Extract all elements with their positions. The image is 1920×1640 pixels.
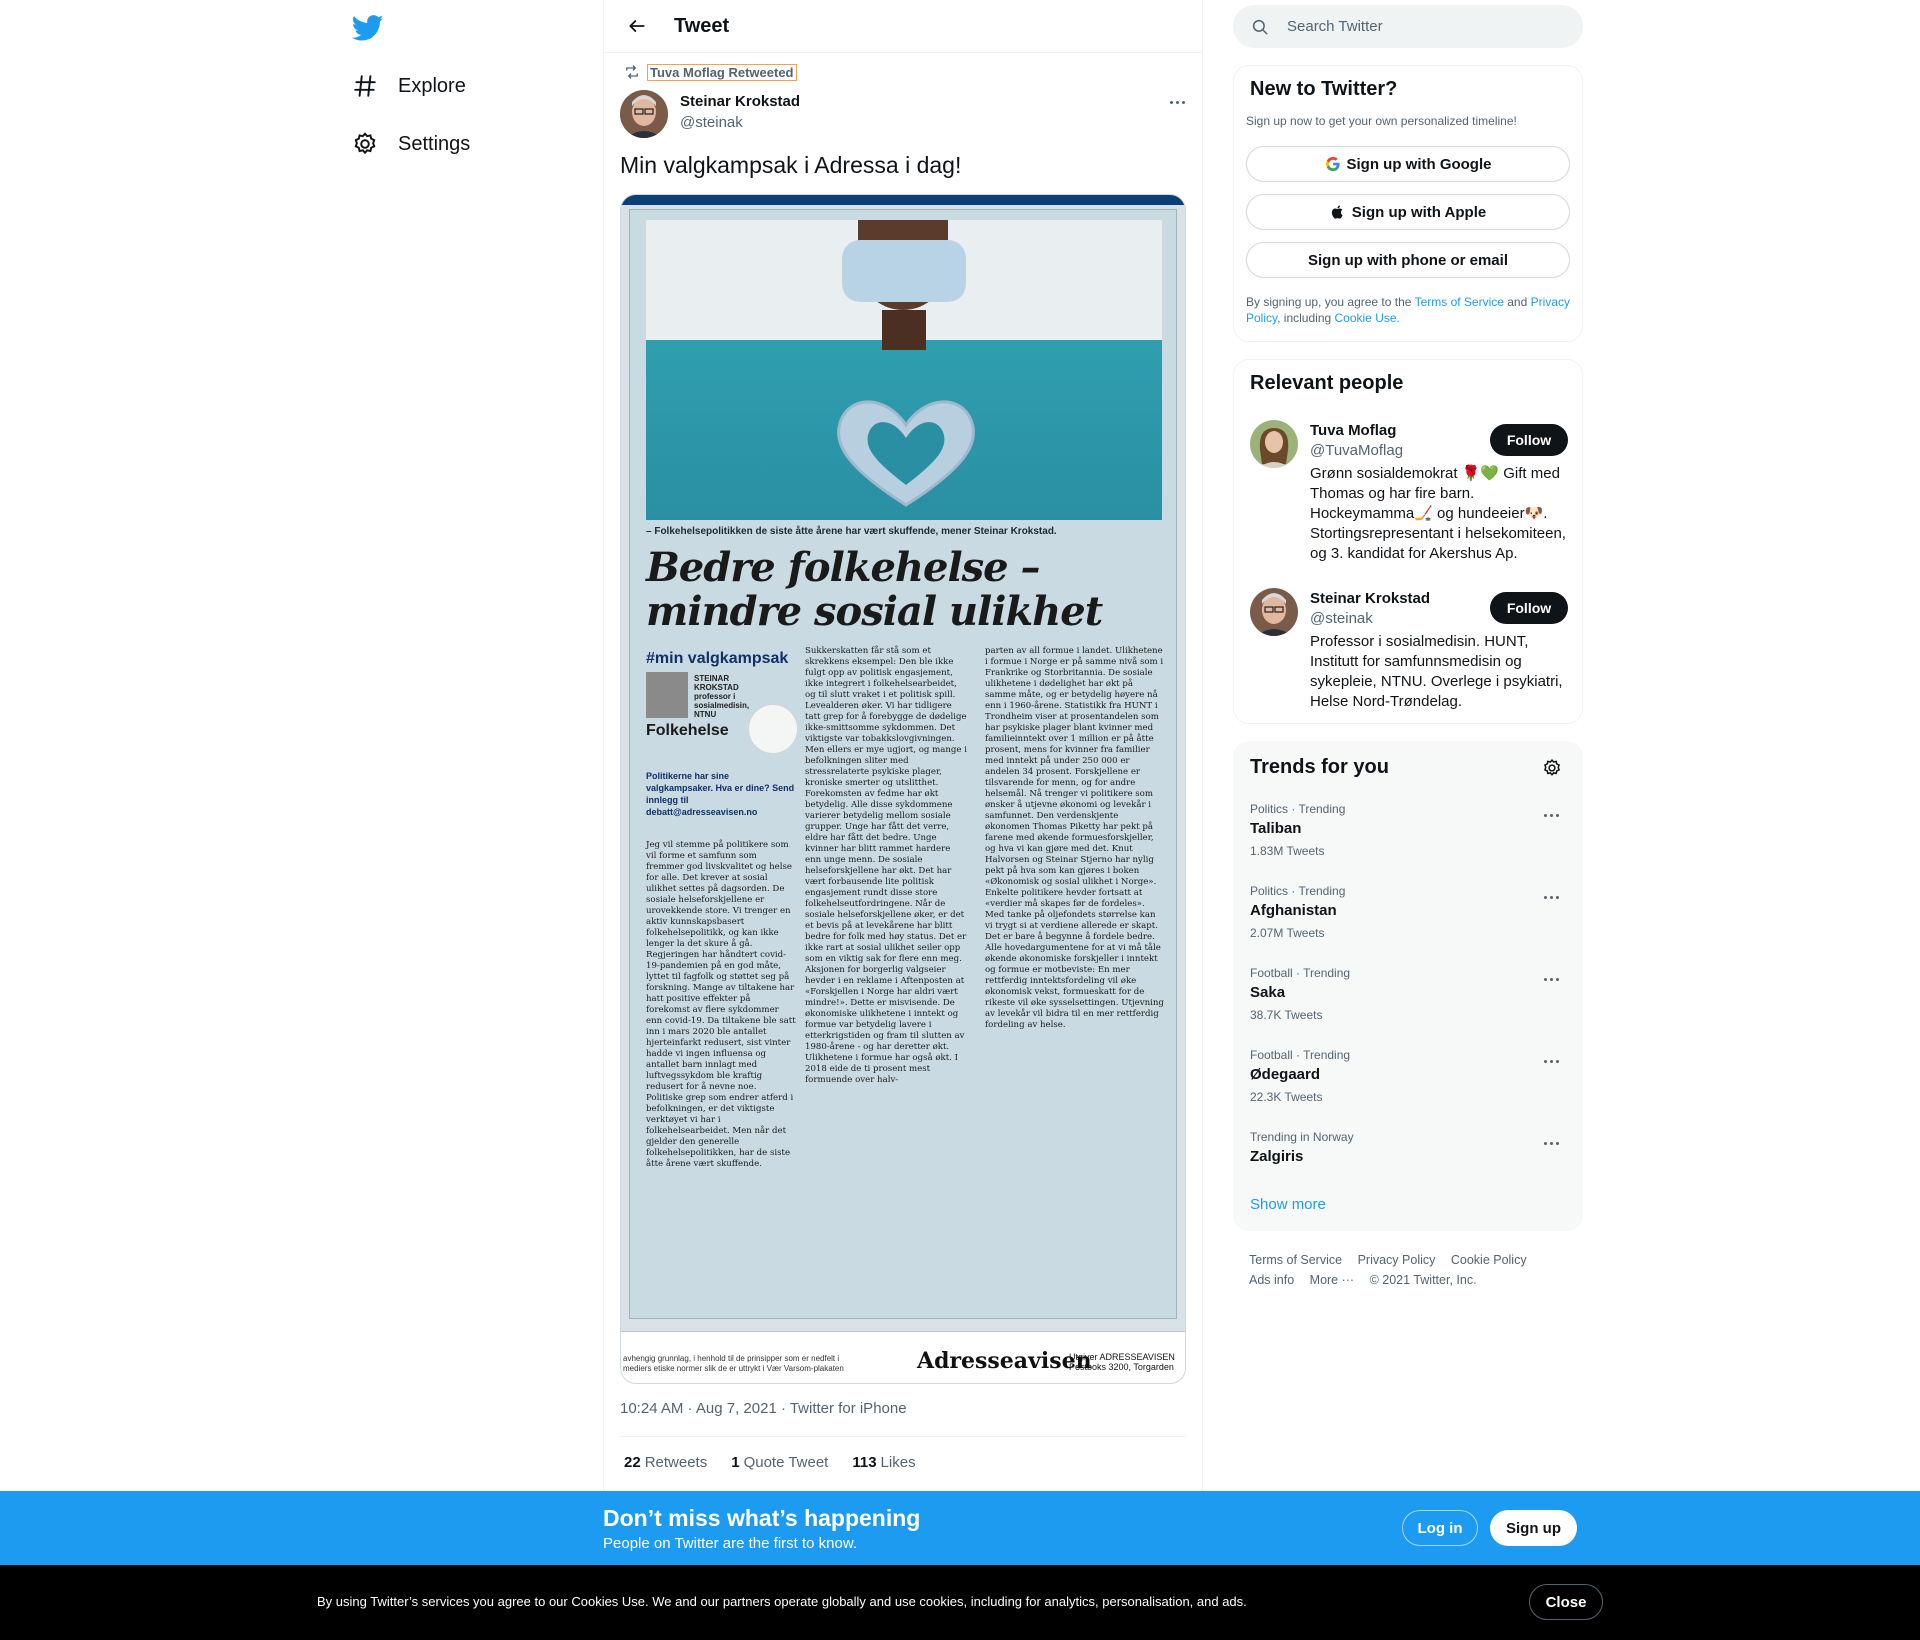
arrow-left-icon: [627, 16, 647, 36]
footer-ads-link[interactable]: Ads info: [1249, 1273, 1295, 1287]
trend-more-icon[interactable]: [1538, 970, 1564, 988]
trend-item[interactable]: [1250, 1048, 1566, 1126]
section-label: Folkehelse: [646, 722, 729, 739]
trend-count: 1.83M Tweets: [1250, 844, 1325, 858]
trend-count: 22.3K Tweets: [1250, 1090, 1323, 1104]
tweet-text: Min valgkampsak i Adressa i dag!: [620, 152, 962, 178]
footer-terms-link[interactable]: Terms of Service: [1249, 1253, 1343, 1267]
article-column-1: Jeg vil stemme på politikere som vil forme et samfunn som fremmer god livskvalitet og helse for alle. Det krever at sosial ulikhet settes på dagsorden. De sosiale helseforskjellene er urovekkende store. Vi trenger en aktiv kunnskapsbasert folkehelsepolitikk, og kan ikke lenger la det skure å gå. Regjeringen har håndtert covid-19-pandemien på en god måte, lyttet til fagfolk og støttet seg på forskning. Mange av tiltakene har hatt positive effekter på forekomst av flere sykdommer enn covid-19. Da tiltakene ble satt inn i mars 2020 ble antallet hjerteinfarkt redusert, sist vinter hadde vi ingen influensa og antallet barn innlagt med luftvegssykdom ble kraftig redusert for å nevne noe. Politiske grep som endrer atferd i befolkningen, er det viktigste verktøyet vi har i folkehelsearbeidet. Men når det gjelder den generelle folkehelsepolitikken, har de siste åtte årene vært skuffende.: [646, 840, 796, 1169]
tweet-column: [603, 0, 1203, 1500]
trends-title: Trends for you: [1250, 756, 1389, 778]
person-handle[interactable]: @TuvaMoflag: [1310, 442, 1404, 459]
gear-icon: [352, 131, 378, 157]
trend-more-icon[interactable]: [1538, 1052, 1564, 1070]
new-to-twitter-title: New to Twitter?: [1250, 78, 1398, 100]
article-cta: Politikerne har sine valgkampsaker. Hva er dine? Send innlegg til debatt@adresseavisen.no: [646, 771, 795, 817]
banner-subtitle: People on Twitter are the first to know.: [603, 1535, 858, 1552]
newspaper-footer: [621, 1331, 1185, 1383]
twitter-logo-icon[interactable]: [352, 12, 384, 44]
footer-more-link[interactable]: More ···: [1309, 1273, 1355, 1287]
person-bio: Grønn sosialdemokrat 🌹💚 Gift med Thomas og har fire barn. Hockeymamma🏒 og hundeeier🐶. Stortingsrepresentant i helsekomiteen, og 3. kandidat for Akershus Ap.: [1310, 465, 1566, 562]
trend-more-icon[interactable]: [1538, 806, 1564, 824]
footer-links: [1249, 1250, 1579, 1290]
trend-meta: Football · Trending: [1250, 1048, 1351, 1062]
article-headline: Bedre folkehelse – mindre sosial ulikhet: [646, 544, 1103, 635]
person-bio: Professor i sosialmedisin. HUNT, Institutt for samfunnsmedisin og sykepleie, NTNU. Overlege i psykiatri, Helse Nord-Trøndelag.: [1310, 633, 1563, 710]
trend-name: Taliban: [1250, 820, 1302, 837]
cookie-text: By using Twitter’s services you agree to our Cookies Use. We and our partners operate globally and use cookies, including for analytics, personalisation, and ads.: [317, 1594, 1247, 1609]
trend-count: 2.07M Tweets: [1250, 926, 1325, 940]
follow-button[interactable]: Follow: [1490, 592, 1568, 624]
nurse-heart-photo: [646, 220, 1162, 520]
trend-more-icon[interactable]: [1538, 1134, 1564, 1152]
retweet-icon: [624, 64, 640, 80]
person-name[interactable]: Steinar Krokstad: [1310, 590, 1431, 607]
byline-text: STEINAR KROKSTAD professor i sosialmedisin, NTNU: [694, 674, 750, 719]
newspaper-top-bar: [621, 195, 1185, 205]
trend-item[interactable]: [1250, 884, 1566, 962]
person-name[interactable]: Tuva Moflag: [1310, 422, 1397, 439]
person-handle[interactable]: @steinak: [1310, 610, 1373, 627]
back-button[interactable]: [620, 9, 654, 43]
retweets-stat[interactable]: 22 Retweets: [624, 1454, 708, 1471]
trend-more-icon[interactable]: [1538, 888, 1564, 906]
apple-icon: [1330, 204, 1346, 220]
nav-settings-label: Settings: [398, 132, 471, 155]
trend-item[interactable]: [1250, 966, 1566, 1044]
banner-title: Don’t miss what’s happening: [603, 1505, 921, 1531]
article-kicker: #min valgkampsak: [646, 650, 789, 667]
search-input[interactable]: [1287, 18, 1567, 35]
relevant-people-title: Relevant people: [1250, 372, 1404, 394]
trends-card: [1233, 741, 1583, 1231]
trend-name: Afghanistan: [1250, 902, 1337, 919]
signup-apple-button[interactable]: Sign up with Apple: [1246, 194, 1570, 230]
cookie-close-button[interactable]: Close: [1529, 1584, 1603, 1620]
trend-name: Ødegaard: [1250, 1066, 1321, 1083]
ballot-box-icon: [748, 704, 798, 754]
more-options-icon[interactable]: [1160, 90, 1194, 114]
terms-link[interactable]: Terms of Service: [1414, 295, 1504, 309]
page-title: Tweet: [674, 14, 730, 37]
avatar[interactable]: [1250, 588, 1298, 636]
divider: [620, 1436, 1186, 1437]
footer-cookie-link[interactable]: Cookie Policy: [1450, 1253, 1527, 1267]
show-more-link[interactable]: Show more: [1250, 1196, 1326, 1213]
trend-meta: Politics · Trending: [1250, 802, 1346, 816]
photo-caption: – Folkehelsepolitikken de siste åtte årene har vært skuffende, mener Steinar Krokstad.: [646, 526, 1057, 537]
search-box[interactable]: [1233, 5, 1583, 48]
privacy-link[interactable]: Privacy Policy: [1246, 295, 1570, 325]
follow-button[interactable]: Follow: [1490, 424, 1568, 456]
hashtag-icon: [352, 73, 378, 99]
author-avatar[interactable]: [620, 90, 668, 138]
newspaper-logo: Adresseavisen: [917, 1348, 1092, 1374]
footer-privacy-link[interactable]: Privacy Policy: [1357, 1253, 1436, 1267]
newspaper-publisher: Utgiver ADRESSEAVISEN Postboks 3200, Torgarden: [1069, 1352, 1175, 1372]
tweet-stats: [624, 1454, 916, 1471]
author-name[interactable]: Steinar Krokstad: [680, 93, 801, 110]
trend-meta: Football · Trending: [1250, 966, 1351, 980]
trend-name: Saka: [1250, 984, 1286, 1001]
likes-stat[interactable]: 113 Likes: [852, 1454, 916, 1471]
newspaper-footer-text: avhengig grunnlag, i henhold til de prinsipper som er nedfelt i mediers etiske normer slik de er uttrykt i Vær Varsom-plakaten: [623, 1354, 844, 1373]
quote-tweets-stat[interactable]: 1 Quote Tweet: [731, 1454, 829, 1471]
signup-google-button[interactable]: Sign up with Google: [1246, 146, 1570, 182]
tweet-timestamp[interactable]: 10:24 AM · Aug 7, 2021 · Twitter for iPhone: [620, 1400, 907, 1417]
retweet-context: [620, 64, 796, 80]
google-icon: [1325, 156, 1341, 172]
signup-phone-email-button[interactable]: Sign up with phone or email: [1246, 242, 1570, 278]
nav-explore[interactable]: [352, 66, 466, 106]
footer-copyright: © 2021 Twitter, Inc.: [1369, 1273, 1477, 1287]
relevant-people-card: [1233, 359, 1583, 724]
tweet-header: [604, 0, 1202, 53]
avatar[interactable]: [1250, 420, 1298, 468]
retweeted-by-link[interactable]: Tuva Moflag Retweeted: [650, 64, 794, 80]
signup-legal-text: By signing up, you agree to the Terms of Service and Privacy Policy, including Cookie Use.: [1246, 295, 1570, 325]
cookie-link[interactable]: Cookie Use.: [1334, 311, 1400, 325]
trend-meta: Politics · Trending: [1250, 884, 1346, 898]
tweet-image[interactable]: [620, 194, 1186, 1384]
nav-explore-label: Explore: [398, 74, 466, 97]
newspaper-page: [629, 209, 1177, 1319]
author-handle[interactable]: @steinak: [680, 114, 743, 131]
nav-settings[interactable]: [352, 124, 470, 164]
trend-count: 38.7K Tweets: [1250, 1008, 1323, 1022]
signup-banner: [0, 1491, 1920, 1565]
cookie-banner: [0, 1565, 1920, 1640]
new-to-twitter-card: [1233, 65, 1583, 342]
trend-name: Zalgiris: [1250, 1148, 1304, 1165]
article-column-3: parten av all formue i landet. Ulikhetene i formue i Norge er på samme nivå som i Frankrike og Storbritannia. De sosiale ulikhetene i dødelighet har økt på samme måte, og er betydelig høyere nå enn i 1960-årene. Statistikk fra HUNT i Trondheim viser at prosentandelen som har psykiske plager blant kvinner med familieinntekt over 1 million er på åtte prosent, mens for kvinner fra familier med inntekt på under 250 000 er andelen 34 prosent. Forskjellene er tilsvarende for menn, og for andre helsemål. Nå trenger vi politikere som ønsker å utjevne økonomi og levekår i samfunnet. Den verdenskjente økonomen Thomas Piketty har pekt på farene med økende formuesforskjeller, og hva vi kan gjøre med det. Knut Halvorsen og Steinar Stjerno har nylig pekt på hva som kan gjøres i boken «Økonomisk og sosial ulikhet i Norge». Enkelte politikere hevder fortsatt at «verdier må skapes før de fordeles». Med tanke på oljefondets størrelse kan vi trygt si at verdiene allerede er skapt. Det er bare å begynne å fordele bedre. Alle hovedargumentene for at vi må tåle økende økonomiske forskjeller i inntekt og formue er motbeviste: En mer rettferdig inntektsfordeling vil øke økonomisk vekst, formueskatt for de rikeste vil øke sysselsettingen. Utjevning av levekår vil bidra til en mer rettferdig fordeling av helse.: [985, 646, 1164, 1030]
byline-photo: [646, 672, 688, 718]
trend-meta: Trending in Norway: [1250, 1130, 1354, 1144]
signup-button[interactable]: Sign up: [1490, 1510, 1577, 1546]
login-button[interactable]: Log in: [1402, 1510, 1478, 1546]
article-column-2: Sukkerskatten får stå som et skrekkens eksempel: Den ble ikke fulgt opp av politisk engasjement, ikke integrert i folkehelsearbeidet, og til slutt vraket i et politisk spill. Levealderen øker. Vi har tidligere tatt grep for å forebygge de dødelige ikke-smittsomme sykdommen. Det viktigste var tobakkslovgivningen. Men ellers er mye ugjort, og mange i befolkningen sliter med stressrelaterte psykiske plager, kroniske smerter og utslitthet. Forekomsten av fedme har økt betydelig. Alle disse sykdommene varierer betydelig mellom sosiale grupper. Unge har fått det verre, eldre har fått det bedre. Unge kvinner har blitt rammet hardere enn unge menn. De sosiale helseforskjellene har økt. Det har vært forbausende lite politisk engasjement rundt disse store folkehelseutfordringene. Når de sosiale helseforskjellene øker, er det et bevis på at levekårene har blitt bedre for folk med høy status. Det er ikke rart at sosial ulikhet seiler opp som en viktig sak for flere enn meg. Aksjonen for borgerlig valgseier hevder i en reklame i Aftenposten at «Forskjellen i Norge har aldri vært mindre!». Dette er misvisende. De økonomiske ulikhetene i inntekt og formue var betydelig lavere i etterkrigstiden og fram til slutten av 1980-årene - og har deretter økt. Ulikhetene i formue har også økt. I 2018 eide de ti prosent mest formuende over halv-: [805, 646, 967, 1085]
trends-settings-gear-icon[interactable]: [1540, 756, 1564, 780]
trend-item[interactable]: [1250, 802, 1566, 880]
search-icon: [1251, 18, 1269, 36]
signup-subtitle: Sign up now to get your own personalized timeline!: [1246, 114, 1517, 128]
